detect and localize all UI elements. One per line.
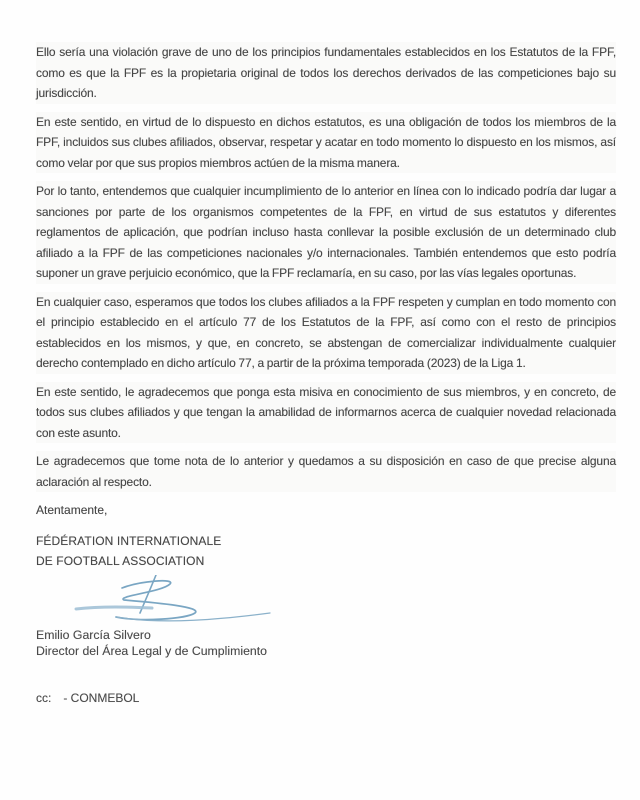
paragraph-violation-statement: Ello sería una violación grave de uno de los principios fundamentales establecidos en los Estatutos de la FPF, como es que la FPF es la propietaria original de todos los derechos derivados de las competiciones bajo su jurisdicción. [36,42,616,104]
handwritten-signature [74,575,616,627]
paragraph-sanctions-warning: Por lo tanto, entendemos que cualquier incumplimiento de lo anterior en línea con lo indicado podría dar lugar a sanciones por parte de los organismos competentes de la FPF, en virtud de sus estatutos y diferentes reglamentos de aplicación, que podrían incluso hasta conllevar la posible exclusión de un determinado club afiliado a la FPF de las competiciones nacionales y/o internacionales. También entendemos que esto podría suponer un grave perjuicio económico, que la FPF reclamaría, en su caso, por las vías legales oportunas. [36,181,616,284]
signature-ink-strokes [74,575,274,627]
paragraph-acknowledgement: Le agradecemos que tome nota de lo anterior y quedamos a su disposición en caso de que precise alguna aclaración al respecto. [36,451,616,492]
cc-recipient: - CONMEBOL [63,690,140,705]
cc-line [36,691,616,705]
paragraph-members-obligation: En este sentido, en virtud de lo dispuesto en dichos estatutos, es una obligación de todos los miembros de la FPF, incluidos sus clubes afiliados, observar, respetar y acatar en todo momento lo dispuesto en los mismos, así como velar por que sus propios miembros actúen de la misma manera. [36,112,616,174]
letter-body [36,42,616,492]
signer-name: Emilio García Silvero [36,627,151,642]
paragraph-notify-members: En este sentido, le agradecemos que ponga esta misiva en conocimiento de sus miembros, y en concreto, de todos sus clubes afiliados y que tengan la amabilidad de informarnos acerca de cualquier novedad relacionada con este asunto. [36,382,616,444]
organization-name-line1: FÉDÉRATION INTERNATIONALE [36,533,222,548]
organization-name-line2: DE FOOTBALL ASSOCIATION [36,553,205,568]
signer-title: Director del Área Legal y de Cumplimiento [36,644,268,658]
paragraph-article-77-request: En cualquier caso, esperamos que todos los clubes afiliados a la FPF respeten y cumplan en todo momento con el principio establecido en el artículo 77 de los Estatutos de la FPF, así como con el resto de principios establecidos en los mismos, y que, en concreto, se abstengan de comercializar individualmente cualquier derecho contemplado en dicho artículo 77, a partir de la próxima temporada (2023) de la Liga 1. [36,292,616,374]
closing-salutation: Atentamente, [36,503,108,517]
signer-block [36,627,616,660]
organization-name-block [36,531,616,571]
cc-label: cc: [36,690,52,705]
